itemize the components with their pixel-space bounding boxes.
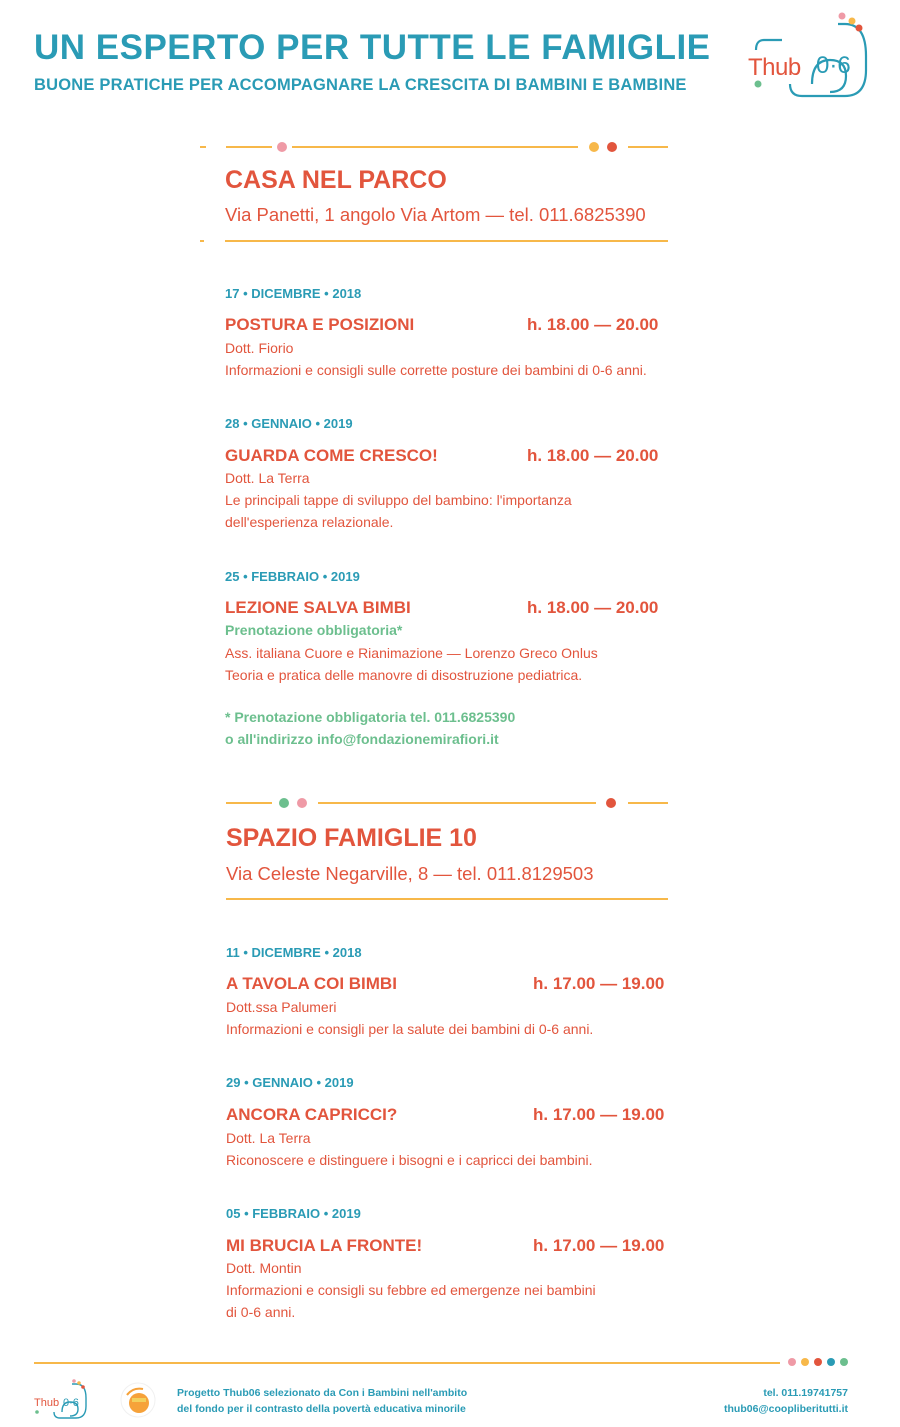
event-title: POSTURA E POSIZIONI: [225, 315, 415, 334]
venue-title: SPAZIO FAMIGLIE 10: [226, 824, 477, 852]
thub-logo: [742, 10, 872, 102]
green-dot: [840, 1358, 848, 1366]
event-time: h. 17.00 — 19.00: [533, 1236, 665, 1255]
divider: [200, 146, 206, 148]
event-description: Teoria e pratica delle manovre di disostruzione pediatrica.: [225, 667, 583, 683]
contact-email[interactable]: thub06@coopliberitutti.it: [724, 1403, 848, 1415]
event-description: Riconoscere e distinguere i bisogni e i capricci dei bambini.: [226, 1152, 593, 1168]
thub-logo-number: 0·6: [816, 52, 851, 79]
event-date: 29 • GENNAIO • 2019: [226, 1075, 354, 1090]
booking-required-note: Prenotazione obbligatoria*: [225, 622, 403, 638]
divider: [226, 802, 272, 804]
thub-logo-text: Thub: [748, 54, 801, 81]
divider: [200, 240, 204, 242]
event-date: 11 • DICEMBRE • 2018: [226, 945, 362, 960]
event-speaker: Dott. La Terra: [226, 1130, 311, 1146]
yellow-dot: [589, 142, 599, 152]
footer-thub-logo: [32, 1378, 88, 1420]
red-dot: [814, 1358, 822, 1366]
red-dot: [606, 798, 616, 808]
footer-divider: [34, 1362, 780, 1364]
con-i-bambini-logo: [119, 1381, 157, 1419]
event-speaker: Dott. Montin: [226, 1260, 302, 1276]
footer-logo-number: 0·6: [63, 1397, 79, 1409]
divider: [225, 240, 668, 242]
pink-dot: [277, 142, 287, 152]
event-speaker: Dott. Fiorio: [225, 340, 294, 356]
event-time: h. 18.00 — 20.00: [527, 315, 659, 334]
event-speaker: Dott. La Terra: [225, 470, 310, 486]
footer-logo-text: Thub: [34, 1397, 60, 1409]
event-description: Informazioni e consigli sulle corrette posture dei bambini di 0-6 anni.: [225, 362, 647, 378]
event-speaker: Ass. italiana Cuore e Rianimazione — Lorenzo Greco Onlus: [225, 645, 598, 661]
venue-title: CASA NEL PARCO: [225, 166, 447, 194]
event-description: Informazioni e consigli per la salute dei bambini di 0-6 anni.: [226, 1021, 594, 1037]
event-date: 25 • FEBBRAIO • 2019: [225, 569, 360, 584]
event-description: di 0-6 anni.: [226, 1304, 296, 1320]
event-speaker: Dott.ssa Palumeri: [226, 999, 337, 1015]
pink-dot: [297, 798, 307, 808]
event-title: MI BRUCIA LA FRONTE!: [226, 1236, 423, 1255]
event-time: h. 18.00 — 20.00: [527, 446, 659, 465]
red-dot: [607, 142, 617, 152]
contact-phone: tel. 011.19741757: [763, 1387, 848, 1399]
event-date: 28 • GENNAIO • 2019: [225, 416, 353, 431]
event-description: Informazioni e consigli su febbre ed emergenze nei bambini: [226, 1282, 596, 1298]
divider: [628, 146, 668, 148]
event-title: A TAVOLA COI BIMBI: [226, 974, 397, 993]
green-dot: [279, 798, 289, 808]
divider: [628, 802, 668, 804]
divider: [292, 146, 578, 148]
event-description: Le principali tappe di sviluppo del bambino: l'importanza: [225, 492, 572, 508]
teal-dot: [827, 1358, 835, 1366]
divider: [226, 898, 668, 900]
con-i-bambini-seal-icon: [119, 1381, 157, 1419]
event-title: GUARDA COME CRESCO!: [225, 446, 438, 465]
event-time: h. 17.00 — 19.00: [533, 1105, 665, 1124]
event-time: h. 17.00 — 19.00: [533, 974, 665, 993]
divider: [318, 802, 596, 804]
event-time: h. 18.00 — 20.00: [527, 598, 659, 617]
event-title: LEZIONE SALVA BIMBI: [225, 598, 411, 617]
event-date: 17 • DICEMBRE • 2018: [225, 286, 362, 301]
page-subtitle: BUONE PRATICHE PER ACCOMPAGNARE LA CRESCITA DI BAMBINI E BAMBINE: [34, 76, 687, 94]
event-title: ANCORA CAPRICCI?: [226, 1105, 398, 1124]
contact-block: [724, 1385, 848, 1417]
venue-address: Via Panetti, 1 angolo Via Artom — tel. 011.6825390: [225, 204, 646, 225]
yellow-dot: [801, 1358, 809, 1366]
event-description: dell'esperienza relazionale.: [225, 514, 394, 530]
page-title: UN ESPERTO PER TUTTE LE FAMIGLIE: [34, 28, 711, 67]
booking-note: * Prenotazione obbligatoria tel. 011.6825390: [225, 709, 516, 725]
project-line: del fondo per il contrasto della povertà educativa minorile: [177, 1403, 466, 1415]
project-line: Progetto Thub06 selezionato da Con i Bambini nell'ambito: [177, 1387, 468, 1399]
venue-address: Via Celeste Negarville, 8 — tel. 011.8129503: [226, 863, 594, 884]
project-description: [177, 1385, 467, 1417]
event-date: 05 • FEBBRAIO • 2019: [226, 1206, 361, 1221]
divider: [226, 146, 272, 148]
booking-email: o all'indirizzo info@fondazionemirafiori.it: [225, 731, 499, 747]
pink-dot: [788, 1358, 796, 1366]
